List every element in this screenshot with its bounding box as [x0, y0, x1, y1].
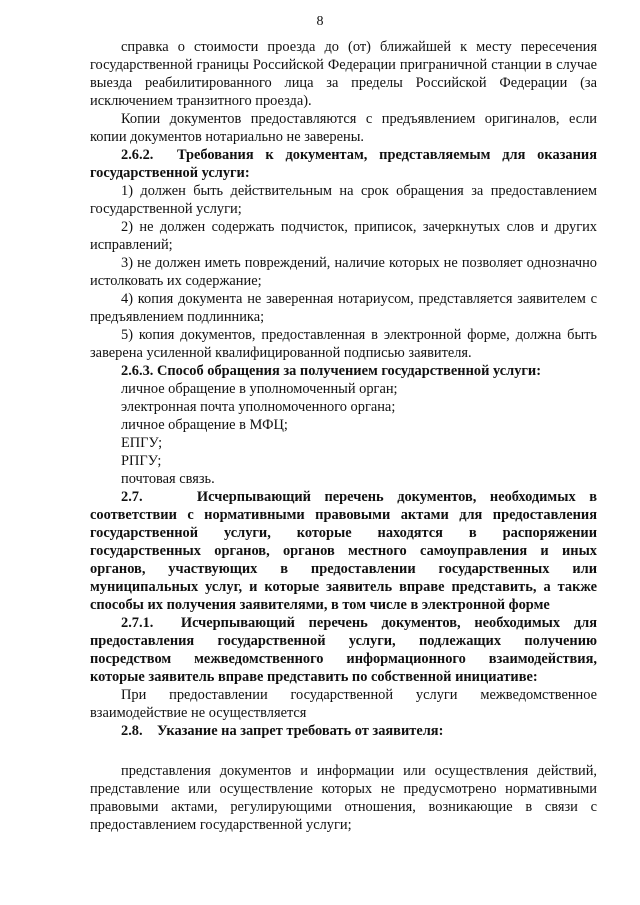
list-item: 4) копия документа не заверенная нотариусом, представляется заявителем с предъявлением подлинника;: [90, 291, 597, 325]
list-item: электронная почта уполномоченного органа;: [121, 399, 396, 415]
section-number: 2.7.: [121, 489, 143, 505]
section-2-6-3-heading: [90, 362, 597, 380]
list-item: 3) не должен иметь повреждений, наличие которых не позволяет однозначно истолковать их содержание;: [90, 255, 597, 289]
section-2-8-heading: [90, 722, 597, 740]
section-title: Способ обращения за получением государственной услуги:: [157, 363, 542, 379]
list-item: 1) должен быть действительным на срок обращения за предоставлением государственной услуги;: [90, 183, 597, 217]
section-2-7-heading: [90, 488, 597, 614]
section-2-6-2-heading: [90, 146, 597, 182]
blank-line: [90, 740, 597, 762]
list-item: личное обращение в МФЦ;: [121, 417, 288, 433]
section-title: Исчерпывающий перечень документов, необходимых в соответствии с нормативными правовыми актами для предоставления государственной услуги, которые находятся в распоряжении государственных органов, органов местного самоуправления и иных органов, участвующих в предоставлении государственных или муниципальных услуг, и которые заявитель вправе представить, а также способы их получения заявителями, в том числе в электронной форме: [90, 489, 598, 613]
page-number: 8: [316, 14, 324, 29]
section-number: 2.7.1.: [121, 615, 154, 631]
list-item: ЕПГУ;: [121, 435, 163, 451]
section-title: Требования к документам, представляемым для оказания государственной услуги:: [90, 147, 597, 181]
list-item: 5) копия документов, предоставленная в электронной форме, должна быть заверена усиленной квалифицированной подписью заявителя.: [90, 327, 597, 361]
section-title: Указание на запрет требовать от заявителя:: [156, 723, 444, 739]
list-item: 2) не должен содержать подчисток, приписок, зачеркнутых слов и других исправлений;: [90, 219, 597, 253]
section-number: 2.6.3.: [121, 363, 154, 379]
paragraph: Копии документов предоставляются с предъявлением оригиналов, если копии документов нотариально не заверены.: [90, 111, 597, 145]
paragraph: При предоставлении государственной услуги межведомственное взаимодействие не осуществляется: [90, 687, 597, 721]
list-item: РПГУ;: [121, 453, 162, 469]
list-item: почтовая связь.: [121, 471, 215, 487]
section-number: 2.8.: [121, 723, 143, 739]
document-body: [90, 38, 597, 834]
paragraph: справка о стоимости проезда до (от) ближайшей к месту пересечения государственной границы Российской Федерации приграничной станции в случае выезда реабилитированного лица за пределы Российской Федерации (за исключением транзитного проезда).: [90, 39, 597, 109]
section-number: 2.6.2.: [121, 147, 154, 163]
paragraph: представления документов и информации или осуществления действий, представление или осуществление которых не предусмотрено нормативными правовыми актами, регулирующими отношения, возникающие в связи с предоставлением государственной услуги;: [90, 763, 597, 833]
list-item: личное обращение в уполномоченный орган;: [121, 381, 398, 397]
section-2-7-1-heading: [90, 614, 597, 686]
section-title: Исчерпывающий перечень документов, необходимых для предоставления государственной услуги, подлежащих получению посредством межведомственного информационного взаимодействия, которые заявитель вправе представить по собственной инициативе:: [90, 615, 597, 685]
